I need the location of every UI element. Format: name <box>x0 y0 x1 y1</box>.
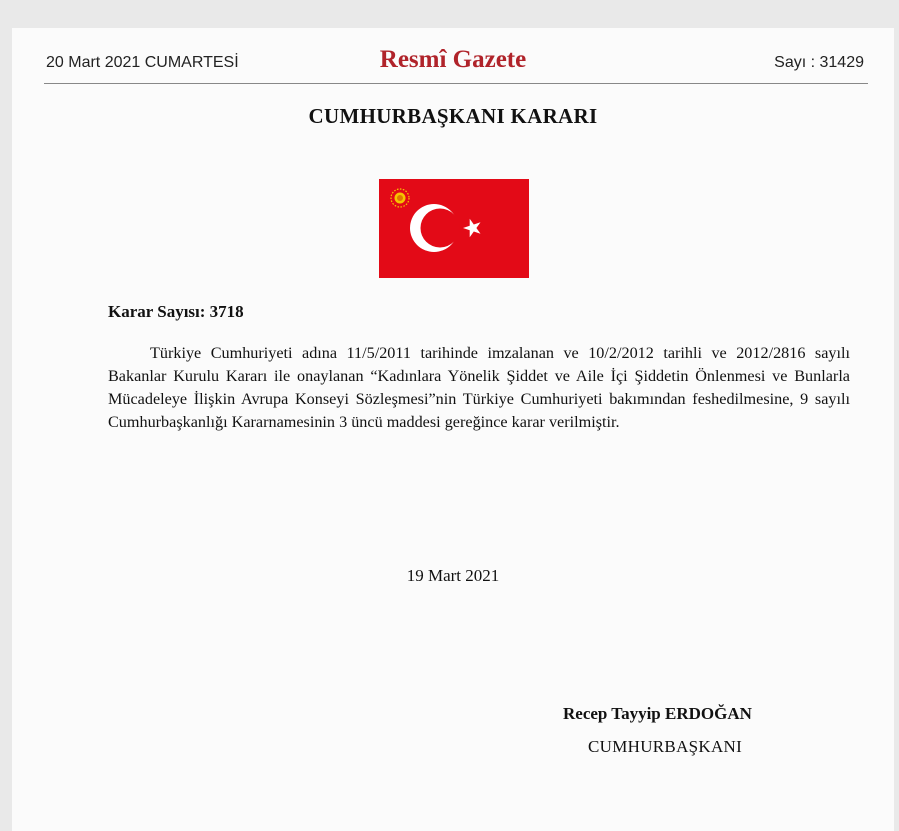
decision-body <box>108 342 850 434</box>
gazette-title: Resmî Gazete <box>379 46 527 73</box>
header-date: 20 Mart 2021 CUMARTESİ <box>46 54 239 71</box>
decision-date-text: 19 Mart 2021 <box>406 566 500 585</box>
turkish-flag-icon <box>379 179 529 278</box>
signatory-name: Recep Tayyip ERDOĞAN <box>563 704 752 723</box>
decision-date <box>12 566 894 586</box>
issue-number: Sayı : 31429 <box>774 54 864 71</box>
decision-number: Karar Sayısı: 3718 <box>108 302 244 321</box>
document-heading: CUMHURBAŞKANI KARARI <box>308 104 598 128</box>
decision-body-text: Türkiye Cumhuriyeti adına 11/5/2011 tarihinde imzalanan ve 10/2/2012 tarihli ve 2012/2816 sayılı Bakanlar Kurulu Kararı ile onaylanan “Kadınlara Yönelik Şiddet ve Aile İçi Şiddetin Önlenmesi ve Bunlarla Mücadeleye İlişkin Avrupa Konseyi Sözleşmesi”nin Türkiye Cumhuriyeti bakımından feshedilmesine, 9 sayılı Cumhurbaşkanlığı Kararnamesinin 3 üncü maddesi gereğince karar verilmiştir. <box>108 344 850 431</box>
header-divider <box>44 83 868 84</box>
gazette-page <box>12 28 894 831</box>
signatory-title: CUMHURBAŞKANI <box>588 737 743 756</box>
